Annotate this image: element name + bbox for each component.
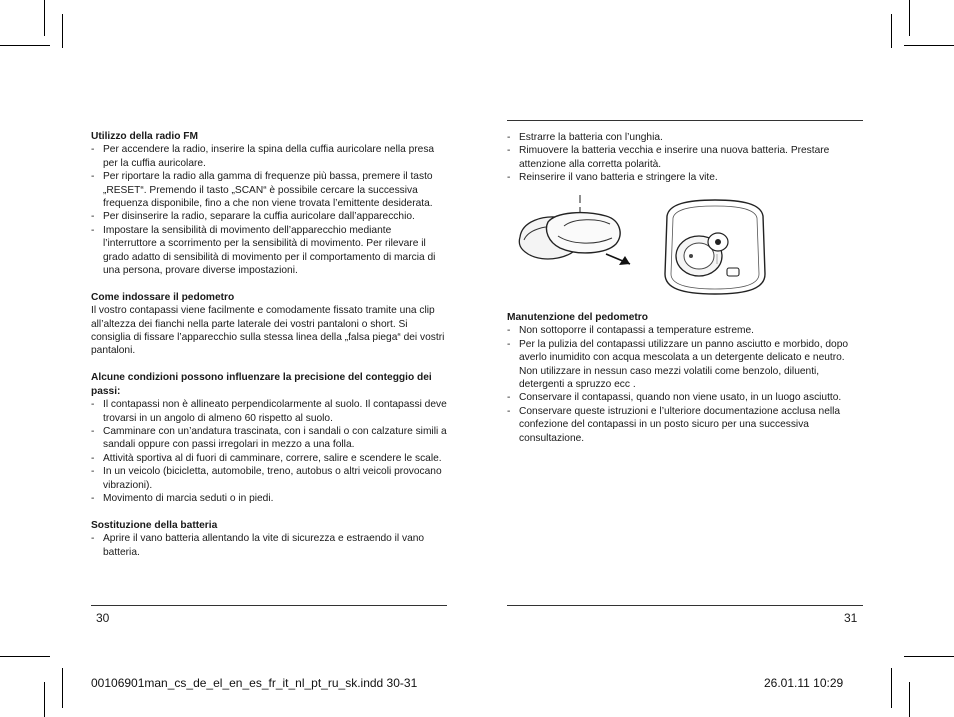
- list-item: - Movimento di marcia seduti o in piedi.: [91, 492, 447, 505]
- fm-radio-list: [91, 143, 447, 277]
- crop-mark: [62, 668, 63, 708]
- crop-mark: [44, 682, 45, 717]
- battery-compartment-illustration: [514, 192, 639, 272]
- list-item: - In un veicolo (bicicletta, automobile, treno, autobus o altri veicoli provocano vibrazioni).: [91, 465, 447, 492]
- list-item: - Attività sportiva al di fuori di camminare, correre, salire e scendere le scale.: [91, 452, 447, 465]
- list-item: - Camminare con un’andatura trascinata, con i sandali o con calzature simili a sandali oppure con passi irregolari in mezzo a una folla.: [91, 425, 447, 452]
- maintenance-list: [507, 324, 863, 445]
- list-item: - Reinserire il vano batteria e stringere la vite.: [507, 171, 863, 184]
- crop-mark: [891, 14, 892, 48]
- left-page-column: [91, 130, 447, 559]
- list-item: - Per accendere la radio, inserire la spina della cuffia auricolare nella presa per la cuffia auricolare.: [91, 143, 447, 170]
- battery-heading: Sostituzione della batteria: [91, 519, 218, 531]
- crop-mark: [44, 0, 45, 36]
- crop-mark: [0, 656, 50, 657]
- slug-filename: 00106901man_cs_de_el_en_es_fr_it_nl_pt_ru_sk.indd 30-31: [91, 676, 418, 690]
- list-item: - Non sottoporre il contapassi a temperature estreme.: [507, 324, 863, 337]
- battery-steps-list: [507, 131, 863, 185]
- right-header-rule: [507, 120, 863, 121]
- list-item: - Per disinserire la radio, separare la cuffia auricolare dall’apparecchio.: [91, 210, 447, 223]
- list-item: - Conservare queste istruzioni e l’ulteriore documentazione acclusa nella confezione del contapassi in un posto sicuro per una successiva consultazione.: [507, 405, 863, 445]
- list-item: - Per la pulizia del contapassi utilizzare un panno asciutto e morbido, dopo averlo inumidito con acqua mescolata a un detergente delicato e neutro. Non utilizzare in nessun caso mezzi volatili come benzolo, diluenti, detergenti a spruzzo ecc .: [507, 338, 863, 392]
- right-page-column: [507, 131, 863, 185]
- wear-paragraph: Il vostro contapassi viene facilmente e comodamente fissato tramite una clip all’altezza dei fianchi nella parte laterale dei vostri pantaloni o short. Si consiglia di fissare l’apparecchio sulla stessa linea della „falsa piega“ dei vostri pantaloni.: [91, 305, 445, 357]
- crop-mark: [909, 682, 910, 717]
- slug-date: 26.01.11 10:29: [764, 676, 844, 690]
- battery-list: [91, 532, 447, 559]
- right-page-number: 31: [844, 611, 858, 625]
- wear-heading: Come indossare il pedometro: [91, 291, 235, 303]
- list-item: - Impostare la sensibilità di movimento dell’apparecchio mediante l’interruttore a scorrimento per la sensibilità di movimento. Per rilevare il grado adatto di sensibilità di movimento per il comportamento di marcia di una persona, provare diverse impostazioni.: [91, 224, 447, 278]
- conditions-list: [91, 398, 447, 505]
- crop-mark: [62, 14, 63, 48]
- crop-mark: [0, 45, 50, 46]
- list-item: - Il contapassi non è allineato perpendicolarmente al suolo. Il contapassi deve trovarsi in un angolo di almeno 60 rispetto al suolo.: [91, 398, 447, 425]
- maintenance-heading: Manutenzione del pedometro: [507, 312, 648, 323]
- list-item: - Per riportare la radio alla gamma di frequenze più bassa, premere il tasto „RESET“. Premendo il tasto „SCAN“ è possibile cercare la successiva frequenza disponibile, fino a che non viene trovata l’emittente desiderata.: [91, 170, 447, 210]
- left-footer-rule: [91, 605, 447, 606]
- right-footer-rule: [507, 605, 863, 606]
- crop-mark: [904, 45, 954, 46]
- crop-mark: [909, 0, 910, 36]
- left-page-number: 30: [96, 611, 110, 625]
- list-item: - Estrarre la batteria con l’unghia.: [507, 131, 863, 144]
- maintenance-section: [507, 311, 863, 445]
- crop-mark: [904, 656, 954, 657]
- fm-radio-heading: Utilizzo della radio FM: [91, 131, 198, 142]
- pedometer-back-illustration: [655, 194, 775, 298]
- conditions-heading: Alcune condizioni possono influenzare la precisione del conteggio dei passi:: [91, 372, 432, 397]
- list-item: - Conservare il contapassi, quando non viene usato, in un luogo asciutto.: [507, 391, 863, 404]
- list-item: - Aprire il vano batteria allentando la vite di sicurezza e estraendo il vano batteria.: [91, 532, 447, 559]
- list-item: - Rimuovere la batteria vecchia e inserire una nuova batteria. Prestare attenzione alla corretta polarità.: [507, 144, 863, 171]
- crop-mark: [891, 668, 892, 708]
